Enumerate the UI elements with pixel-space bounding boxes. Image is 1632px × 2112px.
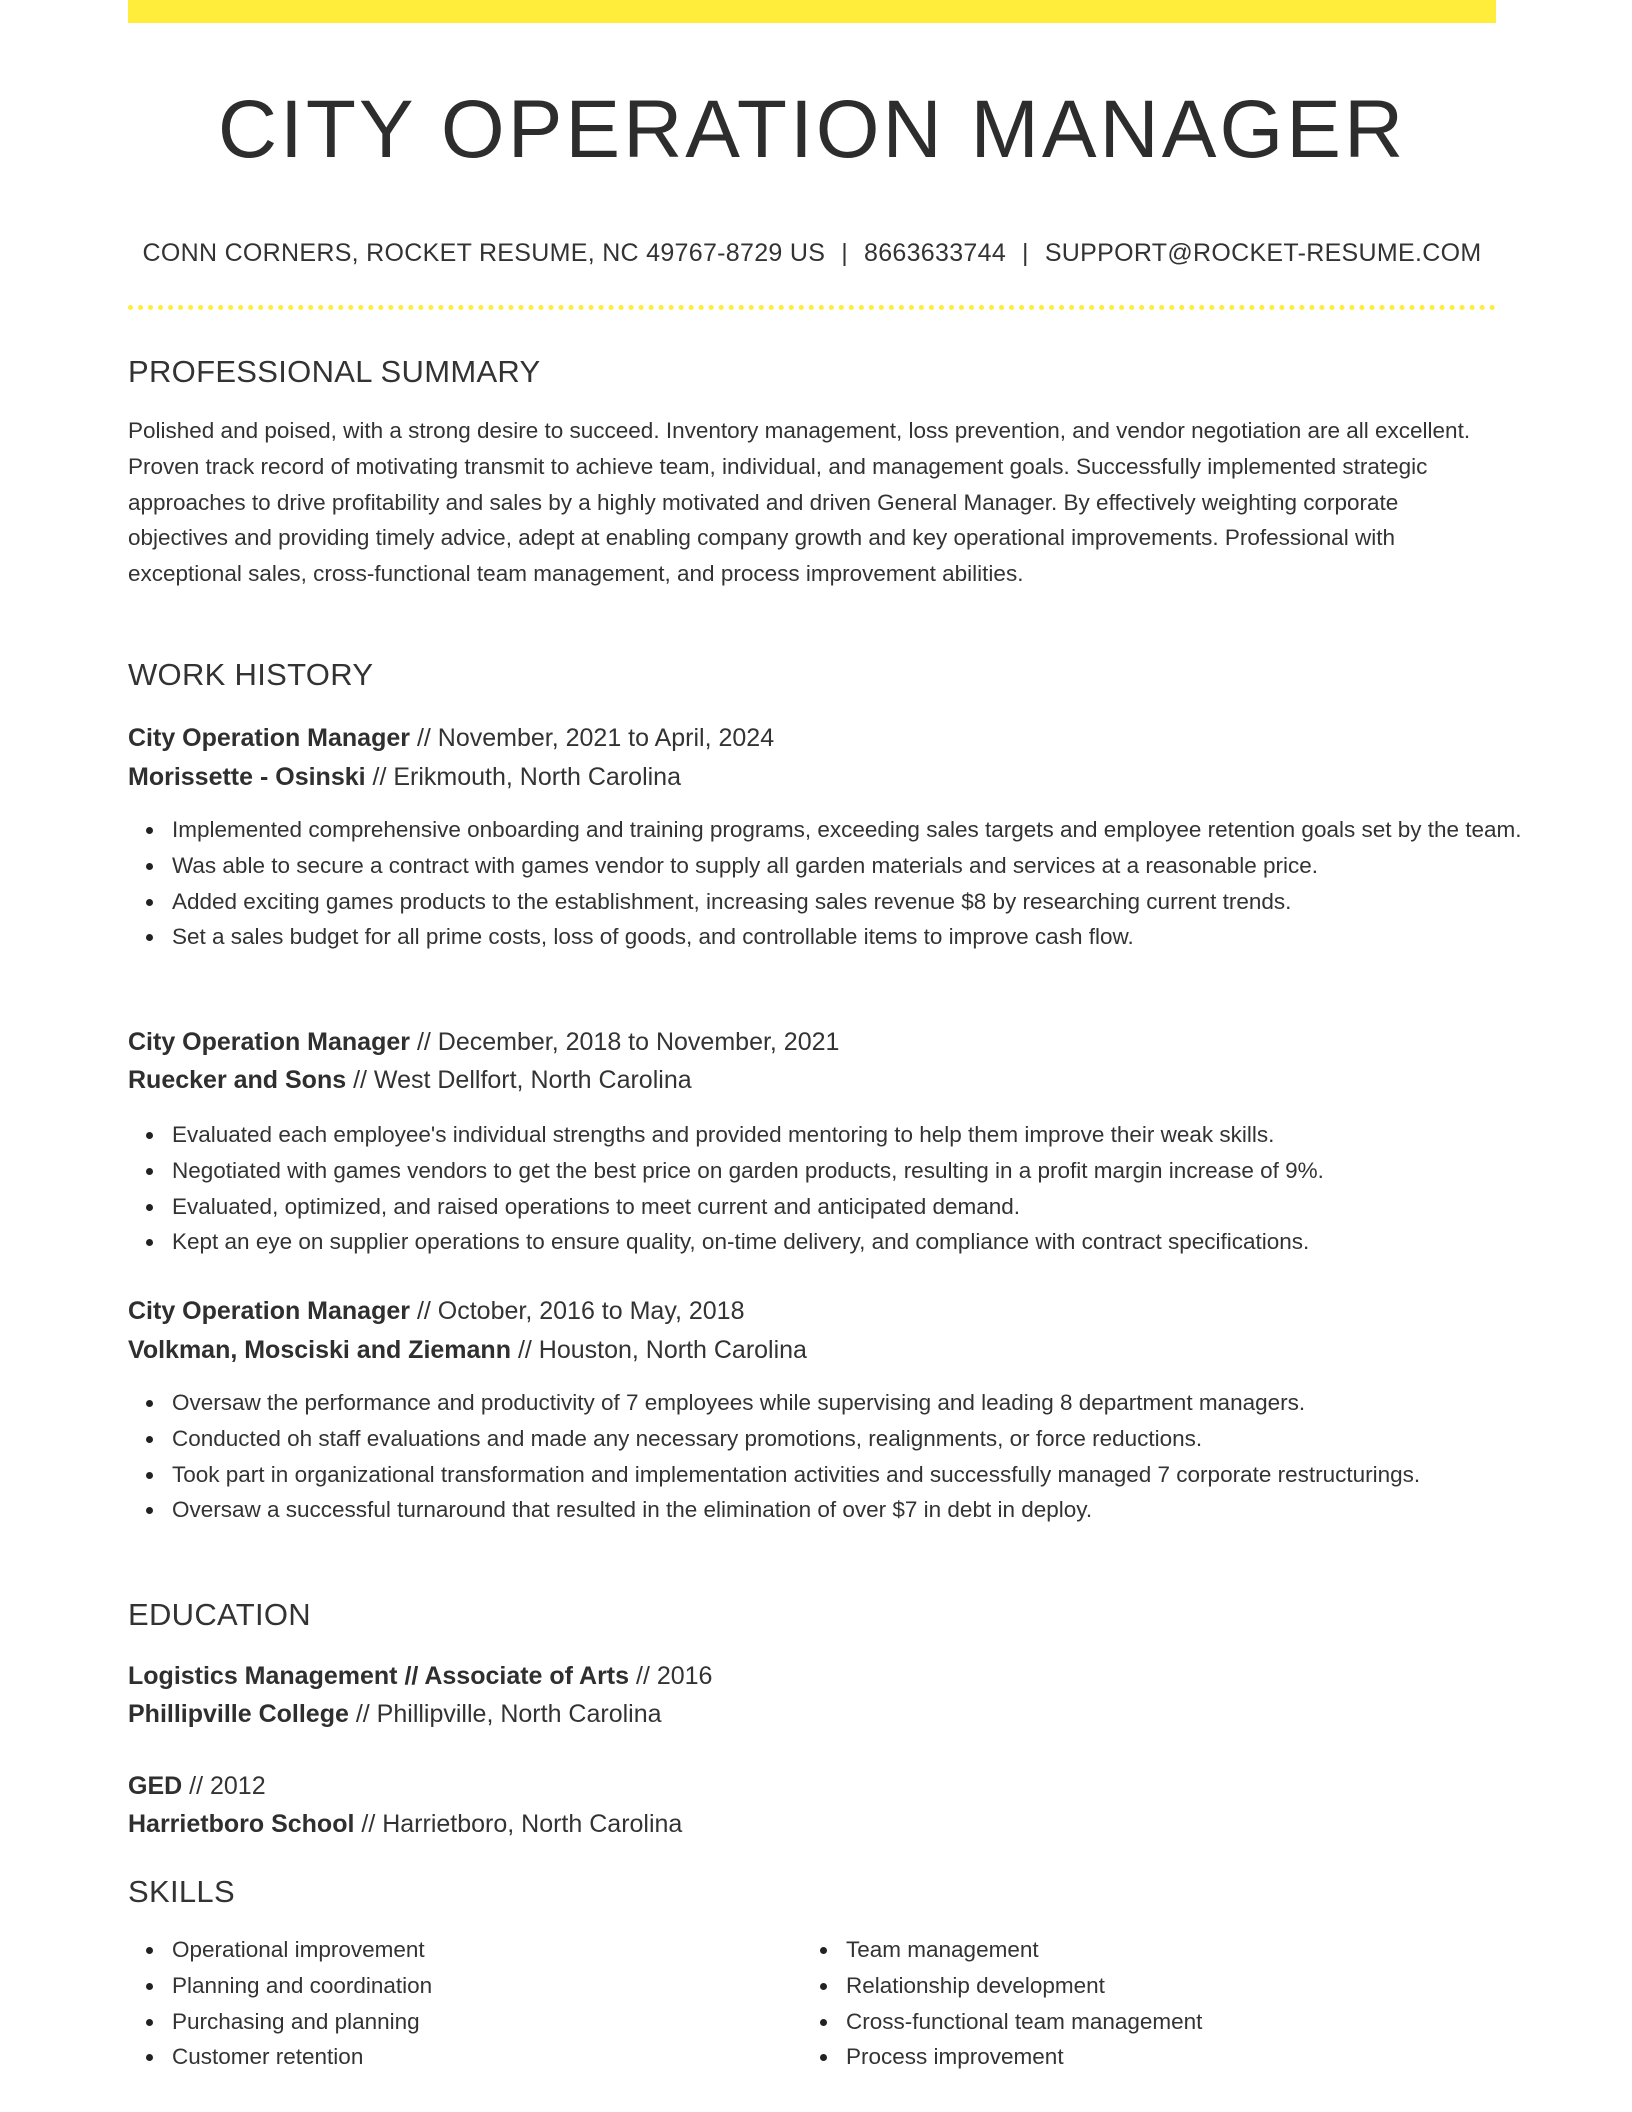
skill-item: Relationship development bbox=[846, 1968, 1486, 2004]
contact-email[interactable]: SUPPORT@ROCKET-RESUME.COM bbox=[1044, 239, 1482, 267]
job-bullet-list bbox=[128, 812, 1540, 955]
skills-heading: SKILLS bbox=[128, 1874, 235, 1909]
dotted-divider bbox=[128, 305, 1496, 310]
contact-line bbox=[128, 236, 1496, 270]
list-item: Oversaw a successful turnaround that resulted in the elimination of over $7 in debt in deploy. bbox=[172, 1492, 1540, 1528]
list-item: Oversaw the performance and productivity of 7 employees while supervising and leading 8 department managers. bbox=[172, 1385, 1540, 1421]
list-item: Took part in organizational transformation and implementation activities and successfully managed 7 corporate restructurings. bbox=[172, 1457, 1540, 1493]
job-dates: // November, 2021 to April, 2024 bbox=[416, 724, 775, 752]
job-title: City Operation Manager bbox=[128, 1028, 410, 1056]
job-location: // Houston, North Carolina bbox=[517, 1336, 807, 1364]
skill-item: Cross-functional team management bbox=[846, 2004, 1486, 2040]
skill-item: Planning and coordination bbox=[172, 1968, 812, 2004]
skill-item: Purchasing and planning bbox=[172, 2004, 812, 2040]
job-company: Ruecker and Sons bbox=[128, 1066, 347, 1094]
job-bullet-list bbox=[128, 1117, 1540, 1260]
job-title: City Operation Manager bbox=[128, 1297, 410, 1325]
summary-heading: PROFESSIONAL SUMMARY bbox=[128, 354, 541, 389]
job-company: Morissette - Osinski bbox=[128, 763, 366, 791]
list-item: Kept an eye on supplier operations to ensure quality, on-time delivery, and compliance with contract specifications. bbox=[172, 1224, 1540, 1260]
list-item: Added exciting games products to the establishment, increasing sales revenue $8 by researching current trends. bbox=[172, 884, 1540, 920]
education-degree-line bbox=[128, 1768, 1496, 1804]
work-history-heading: WORK HISTORY bbox=[128, 657, 374, 692]
list-item: Evaluated, optimized, and raised operations to meet current and anticipated demand. bbox=[172, 1189, 1540, 1225]
list-item: Set a sales budget for all prime costs, loss of goods, and controllable items to improve cash flow. bbox=[172, 919, 1540, 955]
education-year: // 2016 bbox=[636, 1662, 713, 1690]
list-item: Negotiated with games vendors to get the best price on garden products, resulting in a profit margin increase of 9%. bbox=[172, 1153, 1540, 1189]
skills-list-left bbox=[128, 1932, 812, 2075]
skill-item: Customer retention bbox=[172, 2039, 812, 2075]
skills-list-right bbox=[802, 1932, 1486, 2075]
job-location: // Erikmouth, North Carolina bbox=[372, 763, 681, 791]
job-company: Volkman, Mosciski and Ziemann bbox=[128, 1336, 511, 1364]
accent-top-bar bbox=[128, 0, 1496, 23]
skill-item: Process improvement bbox=[846, 2039, 1486, 2075]
job-dates: // December, 2018 to November, 2021 bbox=[416, 1028, 840, 1056]
contact-phone: 8663633744 bbox=[863, 239, 1007, 267]
summary-text: Polished and poised, with a strong desire to succeed. Inventory management, loss prevention, and vendor negotiation are all excellent. Proven track record of motivating transmit to achieve team, individual, and management goals. Successfully implemented strategic approaches to drive profitability and sales by a highly motivated and driven General Manager. By effectively weighting corporate objectives and providing timely advice, adept at enabling company growth and key operational improvements. Professional with exceptional sales, cross-functional team management, and process improvement abilities. bbox=[128, 418, 1471, 587]
skill-item: Operational improvement bbox=[172, 1932, 812, 1968]
education-location: // Harrietboro, North Carolina bbox=[361, 1810, 683, 1838]
list-item: Evaluated each employee's individual strengths and provided mentoring to help them improve their weak skills. bbox=[172, 1117, 1540, 1153]
job-title-line bbox=[128, 1293, 1496, 1329]
education-school: Harrietboro School bbox=[128, 1810, 355, 1838]
contact-address: CONN CORNERS, ROCKET RESUME, NC 49767-8729 US bbox=[142, 239, 826, 267]
education-school-line bbox=[128, 1806, 1496, 1842]
education-degree-line bbox=[128, 1658, 1496, 1694]
list-item: Conducted oh staff evaluations and made any necessary promotions, realignments, or force reductions. bbox=[172, 1421, 1540, 1457]
job-dates: // October, 2016 to May, 2018 bbox=[416, 1297, 745, 1325]
job-location: // West Dellfort, North Carolina bbox=[353, 1066, 692, 1094]
education-school: Phillipville College bbox=[128, 1700, 349, 1728]
contact-separator: | bbox=[841, 239, 848, 267]
skill-item: Team management bbox=[846, 1932, 1486, 1968]
job-title-line bbox=[128, 720, 1496, 756]
job-company-line bbox=[128, 1332, 1496, 1368]
job-title-line bbox=[128, 1024, 1496, 1060]
education-year: // 2012 bbox=[189, 1772, 266, 1800]
job-company-line bbox=[128, 1062, 1496, 1098]
job-company-line bbox=[128, 759, 1496, 795]
contact-separator: | bbox=[1022, 239, 1029, 267]
list-item: Implemented comprehensive onboarding and training programs, exceeding sales targets and employee retention goals set by the team. bbox=[172, 812, 1540, 848]
list-item: Was able to secure a contract with games vendor to supply all garden materials and services at a reasonable price. bbox=[172, 848, 1540, 884]
job-bullet-list bbox=[128, 1385, 1540, 1528]
education-heading: EDUCATION bbox=[128, 1597, 311, 1632]
education-degree: Logistics Management // Associate of Arts bbox=[128, 1662, 630, 1690]
job-title: City Operation Manager bbox=[128, 724, 410, 752]
education-school-line bbox=[128, 1696, 1496, 1732]
education-location: // Phillipville, North Carolina bbox=[355, 1700, 662, 1728]
education-degree: GED bbox=[128, 1772, 183, 1800]
candidate-title: CITY OPERATION MANAGER bbox=[217, 84, 1407, 175]
